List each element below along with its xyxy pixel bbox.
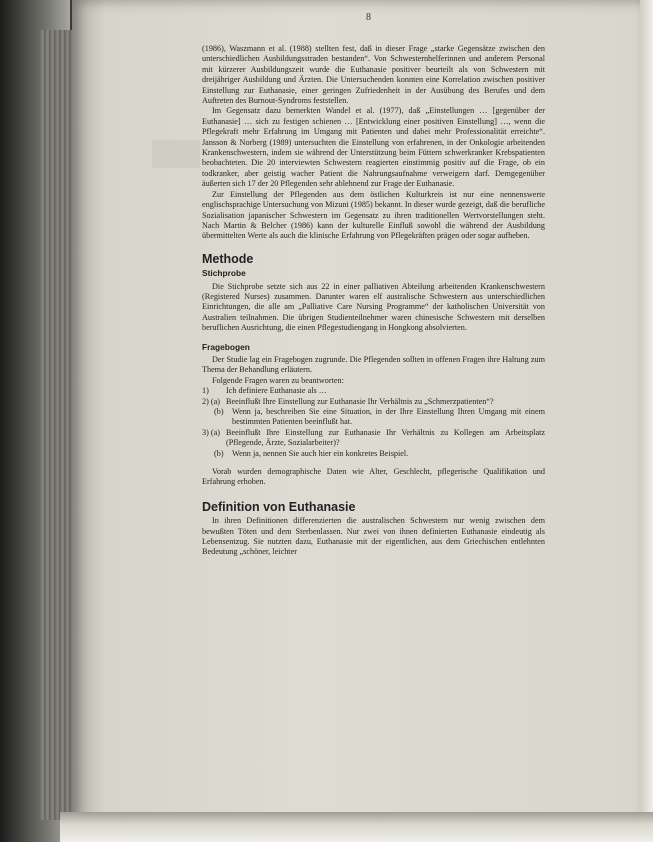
intro-paragraph-1: (1986), Waszmann et al. (1988) stellten fest, daß in dieser Frage „starke Gegensätze zwischen den unterschiedlichen Ausbildungsstraden bestanden“. Von Schwesternhelferinnen und anderem Personal mit kürzerer Ausbildungszeit wurde die Euthanasie positiver beurteilt als von Schwestern mit dreijähriger Ausbildung und Ärzten. Die Untersuchenden konnten eine Korrelation zwischen positiver Einstellung zur Euthanasie, einer geringen Zufriedenheit in der Ausübung des Berufes und dem Auftreten des Burnout-Syndroms feststellen. [202, 44, 545, 106]
intro-paragraph-3: Zur Einstellung der Pflegenden aus dem östlichen Kulturkreis ist nur eine nennenswerte englischsprachige Untersuchung von Mizuni (1985) bekannt. In dieser wurde gezeigt, daß die berufliche Sozialisation japanischer Schwestern im Gegensatz zu ihren traditionellen Wertvorstellungen steht. Nach Martin & Belcher (1986) kann der kulturelle Einfluß sowohl die während der Ausbildung übermittelten Werte als auch die klinische Erfahrung von Pflegekräften prägen oder sogar aufheben. [202, 189, 545, 241]
definition-paragraph: In ihren Definitionen differenzierten die australischen Schwestern nur wenig zwischen dem bewußten Töten und dem Sterbenlassen. Nur zwei von ihnen definierten Euthanasie eindeutig als Lebensentzug. Sie nutzten dazu, Euthanasie mit der eigentlichen, aus dem Griechischen entlehnten Bedeutung „schöner, leichter [202, 516, 545, 557]
subheading-stichprobe: Stichprobe [202, 268, 246, 279]
question-list [202, 386, 545, 459]
main-text-block [202, 44, 545, 558]
page-number: 8 [366, 12, 371, 23]
subheading-fragebogen: Fragebogen [202, 341, 250, 352]
page-right-edge [640, 0, 653, 842]
fragebogen-paragraph: Der Studie lag ein Fragebogen zugrunde. Die Pflegenden sollten in offenen Fragen ihre Haltung zum Thema der Behandlung erläutern. [202, 354, 545, 375]
page-bottom-edge [60, 812, 653, 842]
stichprobe-paragraph: Die Stichprobe setzte sich aus 22 in einer palliativen Abteilung arbeitenden Krankenschwestern (Registered Nurses) zusammen. Darunter waren elf australische Schwestern aus unterschiedlichen Einrichtungen, die alle am „Palliative Care Nursing Programme“ der katholischen Universität von Australien teilnahmen. Die übrigen Studienteilnehmer waren chinesische Schwestern mit derselben beruflichen Ausrichtung, die einen Pflegestudiengang in Hongkong absolvierten. [202, 281, 545, 333]
demographics-paragraph: Vorab wurden demographische Daten wie Alter, Geschlecht, pflegerische Qualifikation und Erfahrung erhoben. [202, 467, 545, 487]
question-item: (b) Wenn ja, beschreiben Sie eine Situation, in der Ihre Einstellung Ihren Umgang mit einem bestimmten Patienten beeinflußt hat. [214, 407, 545, 427]
question-item: 1) Ich definiere Euthanasie als … [202, 386, 327, 396]
question-item: 3) (a) Beeinflußt Ihre Einstellung zur Euthanasie Ihr Verhältnis zu Kollegen am Arbeitsplatz (Pflegende, Ärzte, Sozialarbeiter)? [202, 427, 545, 448]
questions-intro: Folgende Fragen waren zu beantworten: [212, 375, 344, 385]
question-item: (b) Wenn ja, nennen Sie auch hier ein konkretes Beispiel. [214, 448, 409, 458]
show-through-mark [152, 140, 200, 168]
intro-paragraph-2: Im Gegensatz dazu bemerkten Wandel et al. (1977), daß „Einstellungen … [gegenüber der Euthanasie] … sich zu festigen schienen … [Entwicklung einer positiven Einstellung] …, wenn die Pflegekraft mehr Erfahrung im Umgang mit Patienten und dabei mehr Professionalität erreichte“. Jansson & Norberg (1989) untersuchten die Einstellung von erfahrenen, in der Onkologie arbeitenden Krankenschwestern, indem sie während der Unterstützung beim Füttern schwerkranker Krebspatienten beobachteten. Die 20 interviewten Schwestern reagierten einstimmig positiv auf die Frage, ob ein todkranker, aber geistig wacher Patient die Nahrungsaufnahme verweigern darf. Demgegenüber äußerten sich 17 der 20 Pflegenden sehr ablehnend zur Frage der Euthanasie. [202, 106, 545, 189]
section-heading-methode: Methode [202, 251, 254, 266]
question-item: 2) (a) Beeinflußt Ihre Einstellung zur Euthanasie Ihr Verhältnis zu „Schmerzpatienten“? [202, 396, 494, 406]
section-heading-definition: Definition von Euthanasie [202, 499, 356, 514]
